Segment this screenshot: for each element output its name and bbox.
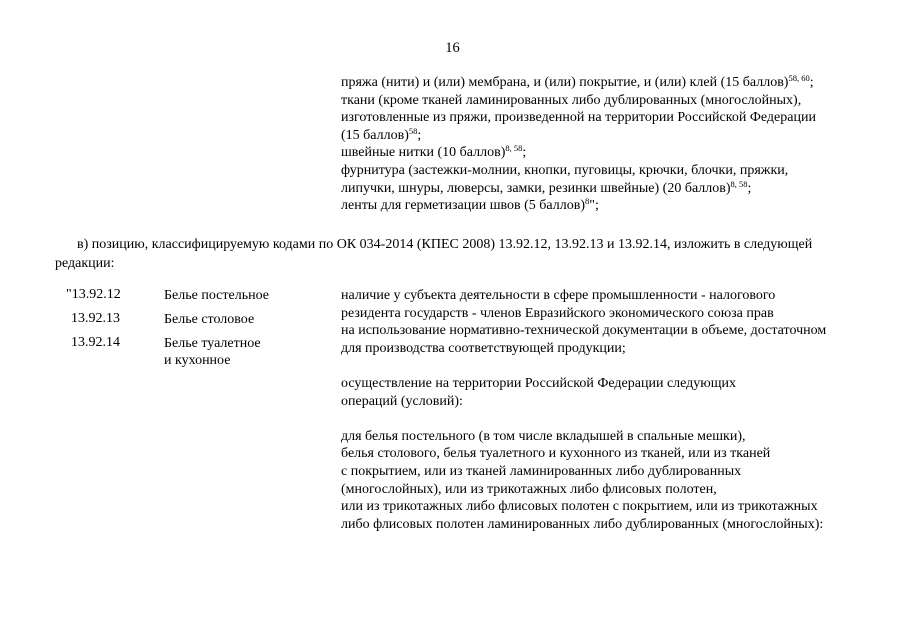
condition-line: наличие у субъекта деятельности в сфере промышленности - налогового	[341, 288, 776, 303]
condition-line: резидента государств - членов Евразийского экономического союза прав	[341, 305, 774, 321]
condition-line: (многослойных), или из трикотажных либо флисовых полотен,	[341, 481, 717, 497]
code-13-92-14: 13.92.14	[71, 335, 120, 350]
label-toilet-kitchen-linen: Белье туалетное и кухонное	[164, 336, 261, 368]
list-line: липучки, шнуры, люверсы, замки, резинки швейные) (20 баллов)$^{8, 58}$;	[341, 178, 752, 196]
list-line: пряжа (нити) и (или) мембрана, и (или) покрытие, и (или) клей (15 баллов)$^{58, 60}$;	[341, 73, 814, 90]
list-line: швейные нитки (10 баллов)$^{8, 58}$;	[341, 143, 527, 161]
code-13-92-12: "13.92.12	[66, 287, 121, 302]
instruction-line: редакции:	[55, 255, 115, 271]
list-line: ткани (кроме тканей ламинированных либо дублированных (многослойных),	[341, 92, 802, 108]
instruction-line: в) позицию, классифицируемую кодами по ОК 034-2014 (КПЕС 2008) 13.92.12, 13.92.13 и 13.92.14, изложить в следующей	[77, 237, 813, 252]
condition-line: для производства соответствующей продукции;	[341, 340, 626, 356]
condition-line: белья столового, белья туалетного и кухонного из тканей, или из тканей	[341, 446, 771, 462]
paragraph-gap	[341, 357, 881, 375]
list-line: изготовленные из пряжи, произведенной на территории Российской Федерации	[341, 110, 816, 126]
list-line: (15 баллов)$^{58}$;	[341, 125, 422, 143]
condition-line: либо флисовых полотен ламинированных либо дублированных (многослойных):	[341, 516, 824, 532]
label-table-linen: Белье столовое	[164, 312, 255, 327]
condition-line: осуществление на территории Российской Федерации следующих	[341, 375, 737, 391]
condition-line: или из трикотажных либо флисовых полотен с покрытием, или из трикотажных	[341, 499, 818, 515]
condition-line: с покрытием, или из тканей ламинированных либо дублированных	[341, 463, 742, 479]
list-line: ленты для герметизации швов (5 баллов)$^8$";	[341, 196, 599, 214]
page-number: 16	[445, 40, 460, 56]
condition-line: для белья постельного (в том числе вкладышей в спальные мешки),	[341, 428, 746, 444]
materials-list	[341, 74, 881, 215]
condition-line: операций (условий):	[341, 393, 463, 409]
code-13-92-13: 13.92.13	[71, 311, 120, 326]
instruction-paragraph	[55, 236, 875, 273]
conditions-column	[341, 287, 881, 533]
list-line: фурнитура (застежки-молнии, кнопки, пуговицы, крючки, блочки, пряжки,	[341, 162, 789, 178]
label-bedding: Белье постельное	[164, 288, 269, 303]
paragraph-gap	[341, 410, 881, 428]
condition-line: на использование нормативно-технической документации в объеме, достаточном	[341, 323, 827, 339]
